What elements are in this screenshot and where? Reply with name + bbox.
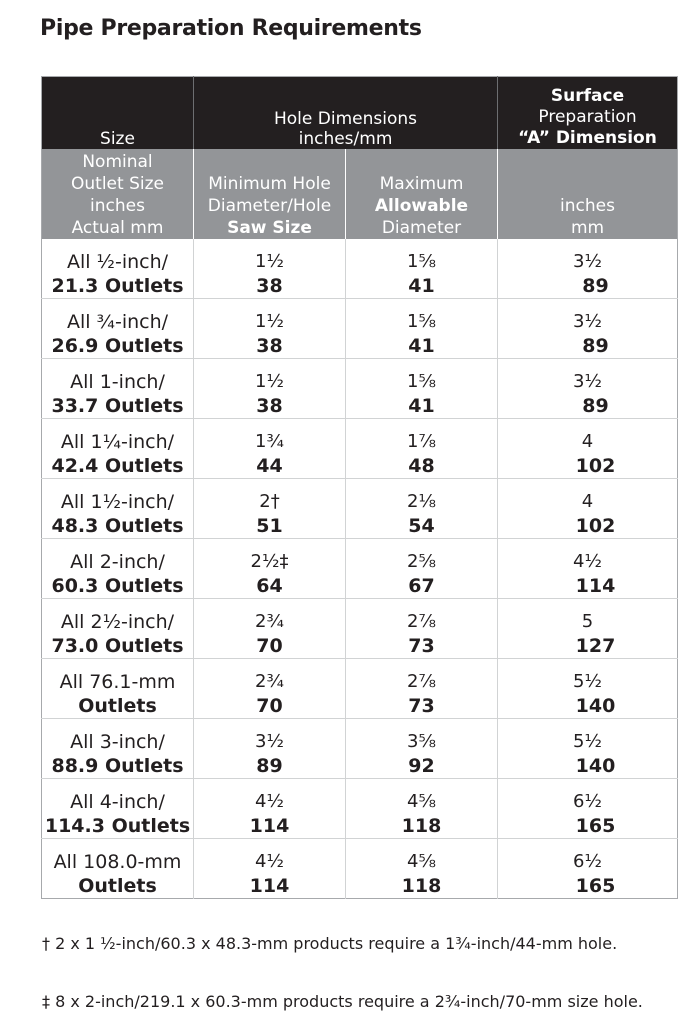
a-in-value: 4 bbox=[581, 431, 594, 452]
min-mm-value: 70 bbox=[256, 695, 283, 717]
min-in-value: 2½‡ bbox=[250, 551, 289, 572]
a-mm-value: 127 bbox=[575, 635, 616, 657]
min-hole-cell bbox=[194, 659, 346, 719]
a-in-value: 4½ bbox=[573, 551, 602, 572]
a-mm-value: 89 bbox=[582, 395, 609, 417]
a-mm-value: 165 bbox=[575, 875, 616, 897]
a-mm-value: 140 bbox=[575, 755, 616, 777]
min-in-value: 1½ bbox=[255, 371, 284, 392]
size-top-value: All 1-inch/ bbox=[70, 371, 165, 393]
min-hole-cell bbox=[194, 299, 346, 359]
size-cell bbox=[42, 719, 194, 779]
a-in-value: 5 bbox=[581, 611, 594, 632]
size-cell bbox=[42, 779, 194, 839]
min-in-value: 2† bbox=[259, 491, 280, 512]
table-row bbox=[42, 299, 678, 359]
size-cell bbox=[42, 539, 194, 599]
size-cell bbox=[42, 599, 194, 659]
min-mm-value: 38 bbox=[256, 275, 283, 297]
min-hole-cell bbox=[194, 359, 346, 419]
min-in-value: 3½ bbox=[255, 731, 284, 752]
a-dimension-cell bbox=[498, 539, 678, 599]
header-size: Size bbox=[42, 77, 194, 150]
size-bot-value: 48.3 Outlets bbox=[51, 515, 184, 537]
size-bot-value: Outlets bbox=[78, 695, 157, 717]
min-in-value: 2¾ bbox=[255, 611, 284, 632]
a-in-value: 5½ bbox=[573, 731, 602, 752]
a-dimension-cell bbox=[498, 299, 678, 359]
size-bot-value: 88.9 Outlets bbox=[51, 755, 184, 777]
min-mm-value: 38 bbox=[256, 395, 283, 417]
subheader-row bbox=[42, 149, 678, 239]
min-hole-cell bbox=[194, 599, 346, 659]
subheader-maximum-diameter: Maximum Allowable Diameter bbox=[346, 149, 498, 239]
max-in-value: 2⅝ bbox=[407, 551, 436, 572]
a-mm-value: 165 bbox=[575, 815, 616, 837]
a-in-value: 6½ bbox=[573, 851, 602, 872]
max-mm-value: 73 bbox=[408, 695, 435, 717]
min-hole-cell bbox=[194, 719, 346, 779]
size-cell bbox=[42, 419, 194, 479]
min-in-value: 1½ bbox=[255, 311, 284, 332]
size-top-value: All 108.0-mm bbox=[53, 851, 182, 873]
size-bot-value: 60.3 Outlets bbox=[51, 575, 184, 597]
min-in-value: 4½ bbox=[255, 791, 284, 812]
size-top-value: All 1¼-inch/ bbox=[60, 431, 175, 453]
size-bot-value: Outlets bbox=[78, 875, 157, 897]
header-hole-dimensions: Hole Dimensions inches/mm bbox=[194, 77, 498, 150]
size-top-value: All 1½-inch/ bbox=[60, 491, 175, 513]
max-mm-value: 92 bbox=[408, 755, 435, 777]
size-top-value: All 76.1-mm bbox=[59, 671, 176, 693]
a-in-value: 3½ bbox=[573, 251, 602, 272]
min-mm-value: 89 bbox=[256, 755, 283, 777]
a-dimension-cell bbox=[498, 479, 678, 539]
footnote-double-dagger: ‡ 8 x 2-inch/219.1 x 60.3-mm products require a 2¾-inch/70-mm size hole. bbox=[42, 992, 643, 1011]
min-in-value: 1¾ bbox=[255, 431, 284, 452]
size-cell bbox=[42, 839, 194, 899]
a-dimension-cell bbox=[498, 659, 678, 719]
size-cell bbox=[42, 299, 194, 359]
header-surface-preparation: Surface Preparation “A” Dimension bbox=[498, 77, 678, 150]
a-mm-value: 114 bbox=[575, 575, 616, 597]
a-dimension-cell bbox=[498, 839, 678, 899]
min-in-value: 4½ bbox=[255, 851, 284, 872]
pipe-requirements-table bbox=[41, 76, 678, 899]
table-row bbox=[42, 839, 678, 899]
max-in-value: 3⅝ bbox=[407, 731, 436, 752]
min-hole-cell bbox=[194, 539, 346, 599]
min-hole-cell bbox=[194, 479, 346, 539]
size-bot-value: 26.9 Outlets bbox=[51, 335, 184, 357]
max-mm-value: 48 bbox=[408, 455, 435, 477]
size-cell bbox=[42, 479, 194, 539]
size-cell bbox=[42, 359, 194, 419]
max-mm-value: 118 bbox=[401, 875, 442, 897]
max-in-value: 1⅝ bbox=[407, 311, 436, 332]
max-diameter-cell bbox=[346, 239, 498, 299]
max-diameter-cell bbox=[346, 599, 498, 659]
max-in-value: 2⅛ bbox=[407, 491, 436, 512]
min-mm-value: 51 bbox=[256, 515, 283, 537]
header-row bbox=[42, 77, 678, 150]
table-row bbox=[42, 479, 678, 539]
subheader-nominal-size: Nominal Outlet Size inches Actual mm bbox=[42, 149, 194, 239]
subheader-minimum-hole: Minimum Hole Diameter/Hole Saw Size bbox=[194, 149, 346, 239]
max-in-value: 4⅝ bbox=[407, 851, 436, 872]
size-top-value: All ½-inch/ bbox=[66, 251, 169, 273]
size-bot-value: 21.3 Outlets bbox=[51, 275, 184, 297]
max-mm-value: 54 bbox=[408, 515, 435, 537]
a-in-value: 6½ bbox=[573, 791, 602, 812]
min-hole-cell bbox=[194, 839, 346, 899]
min-hole-cell bbox=[194, 419, 346, 479]
max-mm-value: 67 bbox=[408, 575, 435, 597]
a-dimension-cell bbox=[498, 359, 678, 419]
min-mm-value: 70 bbox=[256, 635, 283, 657]
max-diameter-cell bbox=[346, 539, 498, 599]
a-in-value: 3½ bbox=[573, 311, 602, 332]
page-title: Pipe Preparation Requirements bbox=[40, 16, 422, 41]
max-diameter-cell bbox=[346, 479, 498, 539]
size-top-value: All 2-inch/ bbox=[70, 551, 165, 573]
table-row bbox=[42, 539, 678, 599]
subheader-a-dimension-units: inches mm bbox=[498, 149, 678, 239]
table-row bbox=[42, 239, 678, 299]
max-diameter-cell bbox=[346, 299, 498, 359]
a-mm-value: 89 bbox=[582, 335, 609, 357]
max-in-value: 2⅞ bbox=[407, 671, 436, 692]
table-row bbox=[42, 359, 678, 419]
min-mm-value: 114 bbox=[249, 815, 290, 837]
max-in-value: 2⅞ bbox=[407, 611, 436, 632]
table-row bbox=[42, 599, 678, 659]
a-dimension-cell bbox=[498, 719, 678, 779]
size-top-value: All 2½-inch/ bbox=[60, 611, 175, 633]
size-bot-value: 42.4 Outlets bbox=[51, 455, 184, 477]
a-mm-value: 102 bbox=[575, 455, 616, 477]
min-in-value: 2¾ bbox=[255, 671, 284, 692]
a-dimension-cell bbox=[498, 779, 678, 839]
max-diameter-cell bbox=[346, 779, 498, 839]
max-diameter-cell bbox=[346, 659, 498, 719]
table-row bbox=[42, 659, 678, 719]
a-mm-value: 89 bbox=[582, 275, 609, 297]
footnote-dagger: † 2 x 1 ½-inch/60.3 x 48.3-mm products require a 1¾-inch/44-mm hole. bbox=[42, 934, 618, 953]
size-top-value: All ¾-inch/ bbox=[66, 311, 169, 333]
max-in-value: 1⅞ bbox=[407, 431, 436, 452]
min-in-value: 1½ bbox=[255, 251, 284, 272]
max-mm-value: 41 bbox=[408, 395, 435, 417]
size-bot-value: 114.3 Outlets bbox=[44, 815, 191, 837]
max-in-value: 1⅝ bbox=[407, 371, 436, 392]
max-mm-value: 41 bbox=[408, 275, 435, 297]
min-mm-value: 38 bbox=[256, 335, 283, 357]
a-mm-value: 102 bbox=[575, 515, 616, 537]
min-mm-value: 64 bbox=[256, 575, 283, 597]
a-mm-value: 140 bbox=[575, 695, 616, 717]
max-mm-value: 73 bbox=[408, 635, 435, 657]
max-in-value: 4⅝ bbox=[407, 791, 436, 812]
max-mm-value: 118 bbox=[401, 815, 442, 837]
table-row bbox=[42, 419, 678, 479]
min-mm-value: 44 bbox=[256, 455, 283, 477]
min-hole-cell bbox=[194, 779, 346, 839]
max-mm-value: 41 bbox=[408, 335, 435, 357]
a-dimension-cell bbox=[498, 599, 678, 659]
max-diameter-cell bbox=[346, 839, 498, 899]
size-cell bbox=[42, 239, 194, 299]
a-in-value: 5½ bbox=[573, 671, 602, 692]
a-dimension-cell bbox=[498, 239, 678, 299]
table-row bbox=[42, 719, 678, 779]
min-mm-value: 114 bbox=[249, 875, 290, 897]
size-bot-value: 73.0 Outlets bbox=[51, 635, 184, 657]
a-in-value: 3½ bbox=[573, 371, 602, 392]
size-top-value: All 4-inch/ bbox=[70, 791, 165, 813]
a-dimension-cell bbox=[498, 419, 678, 479]
size-bot-value: 33.7 Outlets bbox=[51, 395, 184, 417]
max-in-value: 1⅝ bbox=[407, 251, 436, 272]
table-row bbox=[42, 779, 678, 839]
max-diameter-cell bbox=[346, 419, 498, 479]
size-cell bbox=[42, 659, 194, 719]
max-diameter-cell bbox=[346, 719, 498, 779]
min-hole-cell bbox=[194, 239, 346, 299]
a-in-value: 4 bbox=[581, 491, 594, 512]
size-top-value: All 3-inch/ bbox=[70, 731, 165, 753]
max-diameter-cell bbox=[346, 359, 498, 419]
